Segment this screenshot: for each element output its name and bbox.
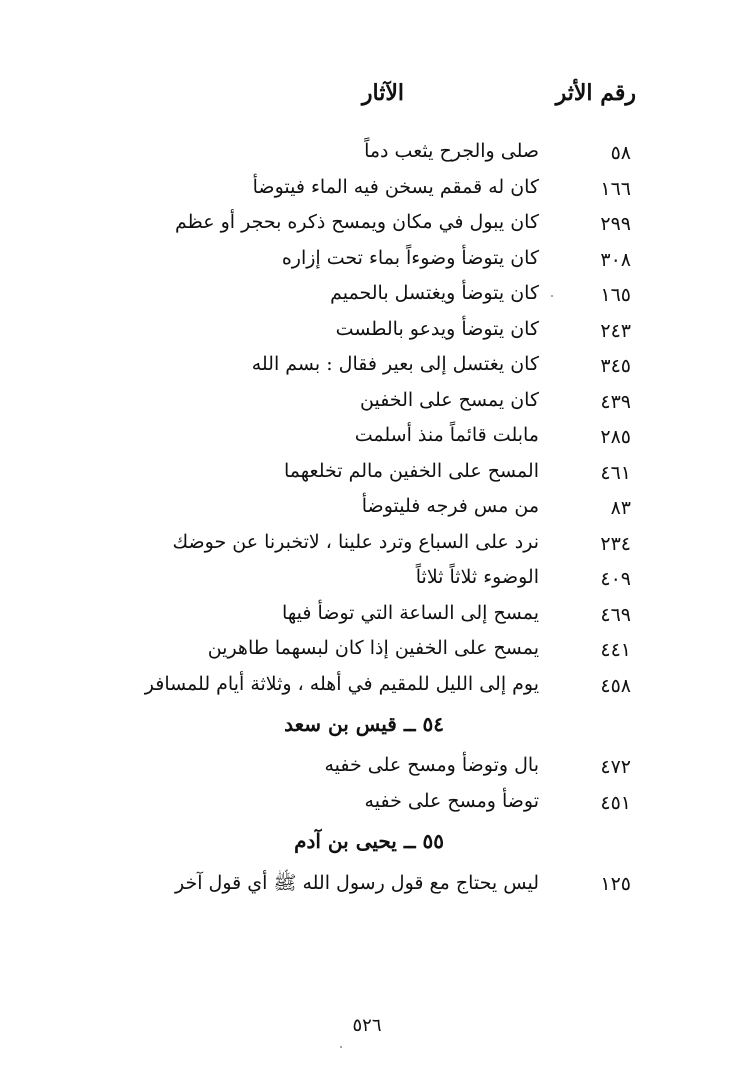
- entry-text: يمسح على الخفين إذا كان لبسهما طاهرين: [207, 637, 539, 659]
- entry-number: ٤٦٩: [600, 603, 631, 626]
- entry-text: كان يتوضأ ويغتسل بالحميم: [330, 282, 539, 304]
- column-header-number: رقم الأثر: [555, 80, 636, 106]
- list-item: [0, 637, 734, 673]
- entry-text: كان يغتسل إلى بعير فقال : بسم الله: [251, 353, 539, 375]
- entry-number: ٤٦١: [600, 461, 631, 484]
- section-title: ٥٥ ــ يحيى بن آدم: [294, 829, 444, 853]
- list-item: [0, 176, 734, 212]
- list-item: [0, 754, 734, 790]
- section-title: ٥٤ ــ قيس بن سعد: [284, 712, 444, 736]
- entry-text: يمسح إلى الساعة التي توضأ فيها: [282, 601, 539, 624]
- list-item: [0, 140, 734, 176]
- entry-text: كان يبول في مكان ويمسح ذكره بحجر أو عظم: [174, 211, 539, 233]
- list-item: [0, 282, 734, 318]
- entry-text: ليس يحتاج مع قول رسول الله ﷺ أي قول آخر: [174, 872, 539, 894]
- list-item: [0, 566, 734, 602]
- list-item: [0, 424, 734, 460]
- list-item: [0, 353, 734, 389]
- entry-text: توضأ ومسح على خفيه: [364, 789, 539, 812]
- entry-text: الوضوء ثلاثاً ثلاثاً: [415, 566, 539, 588]
- list-item: [0, 871, 734, 907]
- page-number: ٥٢٦: [352, 1015, 382, 1036]
- entry-text: يوم إلى الليل للمقيم في أهله ، وثلاثة أيام للمسافر: [144, 672, 539, 695]
- entry-number: ٣٠٨: [600, 248, 631, 271]
- entry-number: ٤٤١: [600, 639, 631, 661]
- list-item: [0, 495, 734, 531]
- entry-text: صلى والجرح يثعب دماً: [364, 140, 539, 162]
- list-item: [0, 318, 734, 354]
- entry-text: المسح على الخفين مالم تخلعهما: [284, 459, 539, 482]
- entry-text: كان يتوضأ ويدعو بالطست: [335, 317, 539, 340]
- entry-number: ١٦٦: [600, 177, 631, 200]
- list-item: [0, 602, 734, 638]
- list-item: [0, 211, 734, 247]
- entry-text: كان يمسح على الخفين: [360, 388, 539, 411]
- scan-speck: [340, 1046, 342, 1048]
- list-item: [0, 531, 734, 567]
- entry-number: ٤٣٩: [600, 390, 631, 413]
- section-heading: [0, 708, 734, 754]
- entry-number: ٨٣: [610, 497, 631, 519]
- entry-text: بال وتوضأ ومسح على خفيه: [324, 754, 539, 776]
- entry-number: ١٦٥: [600, 284, 631, 306]
- entry-number: ١٢٥: [600, 873, 631, 895]
- entry-number: ٢٨٥: [600, 426, 631, 448]
- entry-number: ٤٥١: [600, 791, 631, 814]
- entry-number: ٤٧٢: [600, 756, 631, 778]
- entries-list: [0, 140, 734, 907]
- column-header-text: الآثار: [361, 80, 404, 106]
- entry-text: كان له قمقم يسخن فيه الماء فيتوضأ: [252, 175, 539, 198]
- section-heading: [0, 825, 734, 871]
- entry-number: ٢٤٣: [600, 319, 631, 342]
- scan-speck: [551, 295, 553, 297]
- entry-number: ٥٨: [610, 142, 631, 164]
- list-item: [0, 460, 734, 496]
- list-item: [0, 673, 734, 709]
- entry-number: ٤٠٩: [600, 568, 631, 590]
- entry-text: من مس فرجه فليتوضأ: [361, 495, 539, 517]
- entry-number: ٢٩٩: [600, 213, 631, 235]
- entry-text: مابلت قائماً منذ أسلمت: [354, 424, 539, 446]
- list-item: [0, 247, 734, 283]
- entry-text: نرد على السباع وترد علينا ، لاتخبرنا عن حوضك: [172, 530, 539, 553]
- entry-number: ٢٣٤: [600, 532, 631, 555]
- entry-number: ٤٥٨: [600, 674, 631, 697]
- entry-text: كان يتوضأ وضوءاً بماء تحت إزاره: [281, 246, 539, 269]
- list-item: [0, 389, 734, 425]
- entry-number: ٣٤٥: [600, 355, 631, 377]
- list-item: [0, 790, 734, 826]
